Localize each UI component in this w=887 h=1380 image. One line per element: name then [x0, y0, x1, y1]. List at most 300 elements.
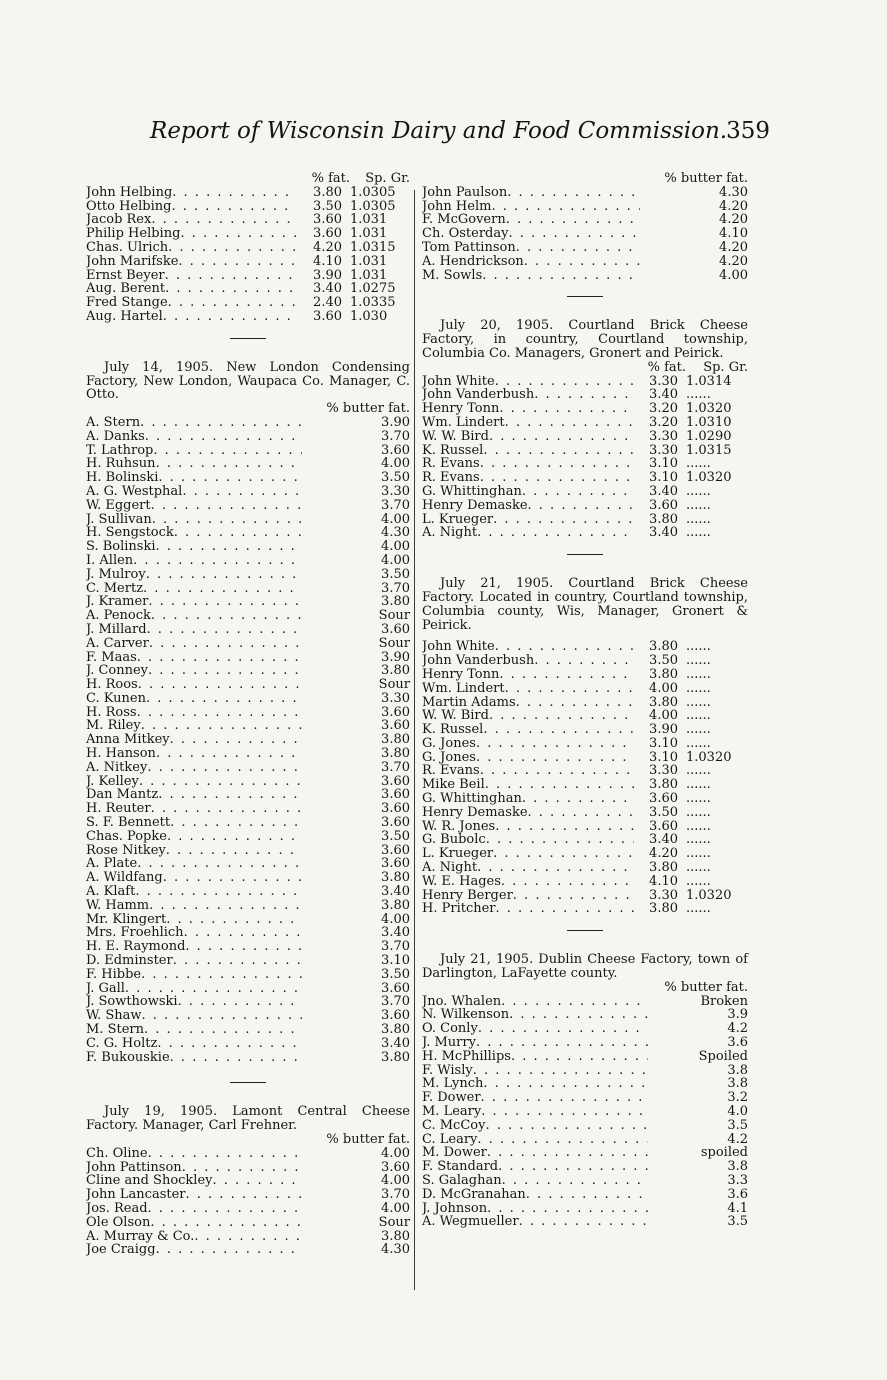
leader-dots	[152, 513, 302, 527]
table-row	[422, 792, 748, 806]
leader-dots	[483, 723, 634, 737]
row-value: 3.60	[381, 857, 410, 872]
row-value: Sour	[378, 678, 410, 692]
leader-dots	[163, 871, 302, 885]
row-value: 3.70	[381, 1188, 410, 1202]
row-name: G. Jones	[422, 750, 476, 765]
row-value: 3.5	[727, 1215, 748, 1230]
row-name: F. Maas	[86, 650, 137, 665]
leader-dots	[511, 1050, 648, 1064]
row-name: J. Kelley	[86, 774, 139, 789]
row-value: 3.40	[313, 282, 342, 297]
table-row	[86, 1202, 410, 1216]
leader-dots	[149, 899, 302, 913]
row-value: 3.60	[313, 227, 342, 241]
table-row	[422, 457, 748, 471]
row-name: Henry Demaske	[422, 498, 528, 513]
row-name: J. Gall	[86, 981, 125, 996]
row-value: 3.10	[649, 750, 678, 765]
row-name: W. Hamm	[86, 898, 150, 913]
row-name: W. W. Bird	[422, 429, 489, 444]
table-row	[422, 737, 748, 751]
table-row	[86, 282, 410, 296]
leader-dots	[144, 1023, 302, 1037]
row-gravity: 1.0320	[686, 402, 732, 416]
row-gravity: 1.031	[350, 268, 388, 283]
leader-dots	[184, 926, 302, 940]
row-value: 3.50	[649, 654, 678, 668]
leader-dots	[519, 1215, 648, 1229]
row-value: 3.9	[727, 1008, 748, 1023]
row-gravity: ......	[686, 681, 711, 696]
row-value: 3.70	[381, 760, 410, 775]
leader-dots	[170, 733, 302, 747]
row-name: Philip Helbing	[86, 227, 181, 241]
leader-dots	[182, 485, 302, 499]
leader-dots	[135, 885, 302, 899]
table-row	[86, 241, 410, 255]
section-rule	[230, 338, 266, 339]
row-name: O. Conly	[422, 1022, 478, 1037]
row-value: Broken	[700, 994, 748, 1009]
leader-dots	[163, 310, 296, 324]
row-value: spoiled	[700, 1146, 748, 1161]
row-name: H. Hanson	[86, 747, 156, 761]
row-value: 3.90	[649, 723, 678, 737]
row-gravity: ......	[686, 833, 711, 848]
table-row	[422, 1008, 748, 1022]
table-row	[422, 1133, 748, 1147]
table-row	[86, 213, 410, 227]
row-name: Chas. Ulrich	[86, 240, 169, 255]
table-row	[86, 186, 410, 200]
section-rule	[567, 296, 603, 297]
row-name: Wm. Lindert	[422, 415, 505, 430]
leader-dots	[496, 902, 634, 916]
table-row	[86, 857, 410, 871]
table-row	[422, 1091, 748, 1105]
row-value: 4.30	[719, 185, 748, 200]
row-gravity: 1.0305	[350, 185, 396, 200]
row-name: W. E. Hages	[422, 874, 501, 889]
table-row	[422, 875, 748, 889]
row-value: 3.60	[381, 774, 410, 789]
row-value: Spoiled	[698, 1049, 748, 1064]
row-value: 3.80	[649, 861, 678, 875]
leader-dots	[141, 968, 302, 982]
row-name: F. Dower	[422, 1091, 481, 1106]
row-value: 4.00	[381, 1146, 410, 1161]
table-row	[86, 926, 410, 940]
row-value: 3.60	[381, 705, 410, 720]
table-row	[422, 995, 748, 1009]
leader-dots	[480, 457, 634, 471]
row-name: A. Hendrickson	[422, 254, 524, 269]
row-name: G. Whittinghan	[422, 792, 522, 806]
table-row	[422, 416, 748, 430]
table-header	[422, 361, 748, 375]
leader-dots	[473, 1064, 648, 1078]
table-paulson	[422, 172, 748, 282]
row-gravity: 1.0305	[350, 199, 396, 214]
column-header: % butter fat.	[326, 1132, 410, 1147]
leader-dots	[151, 499, 302, 513]
section-rule	[567, 554, 603, 555]
table-row	[86, 526, 410, 540]
leader-dots	[170, 816, 302, 830]
table-row	[86, 582, 410, 596]
row-name: M. Leary	[422, 1105, 482, 1119]
row-value: 4.00	[649, 709, 678, 724]
row-name: John Marifske	[86, 254, 179, 269]
row-gravity: ......	[686, 819, 711, 834]
row-name: K. Russel	[422, 723, 484, 737]
leader-dots	[505, 416, 634, 430]
table-row	[422, 861, 748, 875]
row-value: 3.6	[727, 1187, 748, 1202]
leader-dots	[506, 213, 640, 227]
row-value: 3.80	[381, 1050, 410, 1065]
row-value: 3.80	[313, 185, 342, 200]
leader-dots	[477, 861, 634, 875]
row-value: 3.6	[727, 1036, 748, 1050]
leader-dots	[524, 255, 640, 269]
row-value: 3.70	[381, 429, 410, 444]
table-row	[422, 640, 748, 654]
row-name: Chas. Popke	[86, 829, 167, 844]
table-row	[86, 995, 410, 1009]
row-name: C. McCoy	[422, 1118, 486, 1133]
row-name: Cline and Shockley	[86, 1174, 213, 1189]
row-gravity: ......	[686, 723, 711, 737]
row-name: G. Bubolc	[422, 833, 486, 848]
row-gravity: ......	[686, 457, 711, 472]
row-name: J. Sowthowski	[86, 995, 178, 1010]
row-value: 3.30	[649, 764, 678, 779]
leader-dots	[133, 554, 302, 568]
row-name: Dan Mantz	[86, 788, 159, 803]
row-gravity: 1.031	[350, 227, 388, 241]
table-row	[86, 940, 410, 954]
row-name: H. Ross	[86, 705, 137, 720]
leader-dots	[498, 1160, 648, 1174]
row-name: Anna Mitkey	[86, 733, 170, 748]
table-row	[422, 764, 748, 778]
row-value: 3.3	[727, 1174, 748, 1188]
row-value: Sour	[378, 636, 410, 651]
row-value: 3.2	[727, 1091, 748, 1106]
leader-dots	[147, 623, 302, 637]
leader-dots	[483, 1077, 648, 1091]
table-row	[86, 595, 410, 609]
table-row	[422, 485, 748, 499]
table-new-london	[86, 402, 410, 1064]
table-row	[422, 526, 748, 540]
row-value: 3.60	[649, 819, 678, 834]
table-row	[86, 1243, 410, 1257]
row-name: F. Hibbe	[86, 967, 142, 982]
leader-dots	[487, 1146, 648, 1160]
table-row	[422, 471, 748, 485]
row-name: A. Nitkey	[86, 760, 148, 775]
table-row	[86, 609, 410, 623]
row-gravity: ......	[686, 778, 711, 793]
leader-dots	[485, 1119, 648, 1133]
row-gravity: ......	[686, 695, 711, 710]
leader-dots	[137, 857, 302, 871]
table-row	[86, 733, 410, 747]
leader-dots	[499, 668, 634, 682]
row-gravity: 1.031	[350, 254, 388, 269]
column-header: % butter fat.	[664, 979, 748, 995]
row-value: 3.50	[649, 805, 678, 820]
table-row	[422, 1215, 748, 1229]
table-row	[422, 200, 748, 214]
row-name: C. Kunen	[86, 691, 146, 706]
row-name: F. McGovern	[422, 213, 506, 228]
row-name: H. Ruhsun	[86, 457, 156, 472]
row-gravity: ......	[686, 847, 711, 862]
row-name: W. W. Bird	[422, 709, 489, 724]
row-name: A. Night	[422, 861, 478, 875]
leader-dots	[141, 719, 302, 733]
row-name: M. Sowls	[422, 268, 483, 283]
row-value: 3.8	[727, 1077, 748, 1092]
row-name: John White	[422, 374, 495, 389]
leader-dots	[173, 954, 302, 968]
row-value: 4.10	[719, 227, 748, 241]
table-row	[86, 830, 410, 844]
leader-dots	[178, 995, 302, 1009]
table-row	[86, 310, 410, 324]
leader-dots	[495, 375, 634, 389]
leader-dots	[495, 640, 634, 654]
row-gravity: ......	[686, 512, 711, 527]
row-name: Fred Stange	[86, 296, 168, 310]
table-row	[422, 833, 748, 847]
table-row	[422, 751, 748, 765]
row-gravity: 1.0310	[686, 415, 732, 430]
row-value: 3.90	[381, 650, 410, 665]
table-row	[422, 255, 748, 269]
row-gravity: ......	[686, 498, 711, 513]
leader-dots	[148, 1202, 302, 1216]
table-row	[422, 1174, 748, 1188]
row-name: John Helbing	[86, 185, 173, 200]
row-name: H. Roos	[86, 678, 138, 692]
table-row	[86, 416, 410, 430]
leader-dots	[153, 444, 302, 458]
row-name: C. Leary	[422, 1132, 478, 1147]
leader-dots	[505, 682, 634, 696]
row-gravity: 1.0315	[350, 240, 396, 255]
table-row	[422, 723, 748, 737]
table-row	[422, 430, 748, 444]
leader-dots	[139, 775, 302, 789]
row-name: W. Eggert	[86, 498, 151, 513]
row-value: 3.80	[381, 664, 410, 679]
table-row	[86, 788, 410, 802]
leader-dots	[156, 1243, 302, 1257]
row-name: A. Carver	[86, 636, 149, 651]
row-name: W. R. Jones	[422, 819, 496, 834]
row-name: G. Whittinghan	[422, 484, 522, 499]
leader-dots	[182, 1161, 302, 1175]
row-value: 3.90	[381, 415, 410, 430]
leader-dots	[174, 526, 302, 540]
row-name: J. Conney	[86, 664, 149, 679]
row-name: I. Allen	[86, 553, 134, 568]
row-value: 4.00	[381, 512, 410, 527]
row-name: D. McGranahan	[422, 1187, 526, 1202]
table-row	[86, 651, 410, 665]
table-row	[86, 982, 410, 996]
row-value: 3.30	[649, 443, 678, 458]
row-gravity: 1.0320	[686, 471, 732, 485]
table-lamont	[86, 1133, 410, 1257]
row-value: 3.90	[313, 268, 342, 283]
row-gravity: ......	[686, 484, 711, 499]
leader-dots	[489, 430, 634, 444]
table-row	[422, 1105, 748, 1119]
row-value: 3.40	[649, 526, 678, 541]
row-name: L. Krueger	[422, 512, 494, 527]
row-value: 3.8	[727, 1063, 748, 1078]
table-row	[86, 269, 410, 283]
table-row	[422, 269, 748, 283]
row-name: T. Lathrop	[86, 443, 154, 458]
row-value: 3.20	[649, 415, 678, 430]
table-row	[422, 709, 748, 723]
leader-dots	[526, 1188, 648, 1202]
row-name: Mrs. Froehlich	[86, 926, 184, 941]
leader-dots	[149, 637, 302, 651]
row-value: 3.60	[381, 719, 410, 734]
row-value: 3.50	[381, 967, 410, 982]
leader-dots	[481, 1091, 648, 1105]
row-value: 3.70	[381, 498, 410, 513]
row-value: 3.60	[381, 1009, 410, 1024]
row-value: 3.60	[381, 816, 410, 830]
table-row	[86, 568, 410, 582]
row-name: Jno. Whalen	[422, 994, 502, 1009]
leader-dots	[499, 402, 634, 416]
leader-dots	[485, 778, 634, 792]
row-value: 3.40	[649, 833, 678, 848]
row-name: A. Klaft	[86, 885, 136, 899]
table-row	[422, 1119, 748, 1133]
row-name: Ole Olson	[86, 1215, 151, 1230]
row-value: 4.00	[381, 912, 410, 927]
row-name: R. Evans	[422, 471, 480, 485]
table-row	[86, 296, 410, 310]
row-value: 4.2	[727, 1022, 748, 1037]
leader-dots	[213, 1174, 303, 1188]
table-row	[86, 1174, 410, 1188]
row-name: J. Murry	[422, 1036, 476, 1050]
leader-dots	[487, 1202, 648, 1216]
row-value: 3.60	[313, 213, 342, 228]
leader-dots	[528, 499, 634, 513]
row-value: 3.60	[381, 443, 410, 458]
row-name: Otto Helbing	[86, 199, 172, 214]
leader-dots	[146, 568, 302, 582]
row-name: C. G. Holtz	[86, 1036, 158, 1051]
leader-dots	[138, 678, 302, 692]
row-name: John White	[422, 640, 495, 655]
table-row	[422, 1064, 748, 1078]
page-title: Report of Wisconsin Dairy and Food Commission.	[150, 118, 728, 144]
row-gravity: ......	[686, 640, 711, 655]
row-name: John Vanderbush	[422, 654, 535, 668]
row-value: 3.60	[381, 843, 410, 858]
column-header: Sp. Gr.	[703, 359, 748, 375]
row-value: 4.00	[381, 457, 410, 472]
leader-dots	[148, 1147, 302, 1161]
leader-dots	[522, 792, 634, 806]
row-value: 3.70	[381, 581, 410, 596]
row-gravity: ......	[686, 874, 711, 889]
leader-dots	[534, 388, 634, 402]
leader-dots	[146, 692, 302, 706]
table-row	[86, 255, 410, 269]
row-name: L. Krueger	[422, 847, 494, 862]
row-value: 4.20	[719, 199, 748, 214]
table-row	[422, 806, 748, 820]
row-name: J. Kramer	[86, 595, 149, 610]
leader-dots	[142, 1009, 302, 1023]
leader-dots	[145, 430, 302, 444]
row-name: N. Wilkenson	[422, 1008, 510, 1023]
row-gravity: 1.0320	[686, 750, 732, 765]
row-value: 3.80	[381, 871, 410, 886]
leader-dots	[522, 485, 634, 499]
row-value: 3.40	[649, 484, 678, 499]
row-name: Martin Adams	[422, 695, 516, 710]
table-row	[422, 1022, 748, 1036]
table-row	[422, 1160, 748, 1174]
leader-dots	[150, 1216, 302, 1230]
table-row	[86, 540, 410, 554]
row-value: 3.60	[649, 792, 678, 806]
table-row	[86, 968, 410, 982]
row-name: Tom Pattinson	[422, 240, 516, 255]
row-value: 3.10	[649, 471, 678, 485]
leader-dots	[156, 747, 302, 761]
table-row	[86, 227, 410, 241]
table-row	[86, 899, 410, 913]
table-row	[422, 1146, 748, 1160]
leader-dots	[502, 1174, 648, 1188]
section-intro-new-london: July 14, 1905. New London Condensing Factory, New London, Waupaca Co. Manager, C. Otto.	[86, 359, 410, 403]
row-name: Henry Berger	[422, 888, 513, 903]
leader-dots	[137, 706, 302, 720]
row-name: S. Galaghan	[422, 1174, 502, 1188]
table-row	[86, 747, 410, 761]
row-value: 3.30	[381, 484, 410, 499]
section-intro-courtland-july21: July 21, 1905. Courtland Brick Cheese Factory. Located in country, Courtland township, Columbia county, Wis, Manager, Gronert & Peirick.	[422, 576, 748, 633]
row-value: 4.30	[381, 1243, 410, 1258]
leader-dots	[165, 269, 296, 283]
column-header: Sp. Gr.	[365, 171, 410, 186]
row-gravity: ......	[686, 861, 711, 875]
row-name: A. Penock	[86, 609, 151, 623]
row-value: 3.5	[727, 1118, 748, 1133]
row-value: 3.10	[381, 954, 410, 968]
row-gravity: ......	[686, 654, 711, 668]
table-row	[86, 954, 410, 968]
leader-dots	[513, 889, 634, 903]
